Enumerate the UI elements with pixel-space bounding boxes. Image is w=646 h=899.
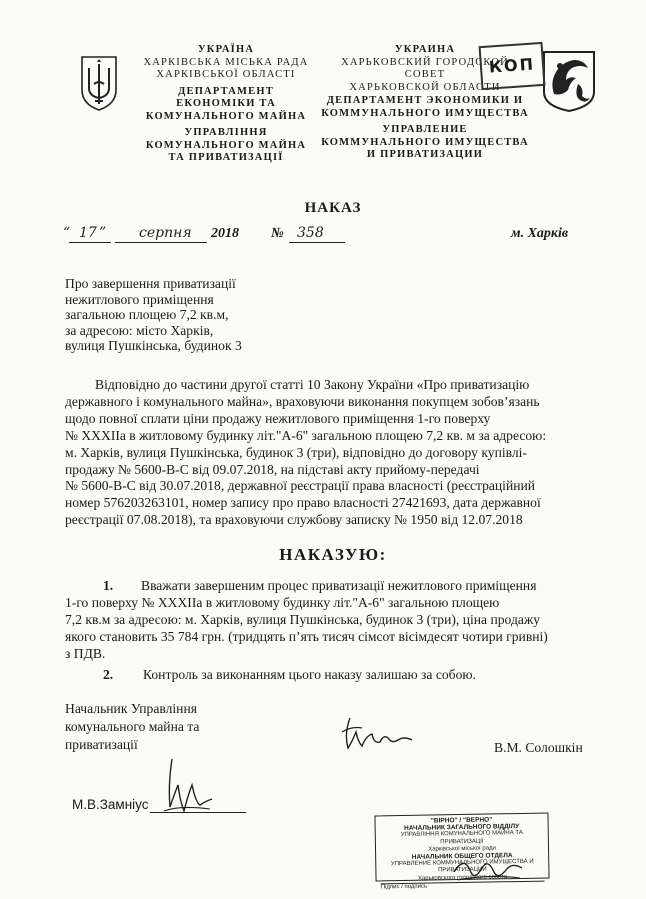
subject-line: Про завершення приватизації	[65, 276, 236, 291]
order-month: серпня	[139, 225, 192, 241]
order-city: м. Харків	[511, 226, 569, 241]
executor-signature-line	[150, 812, 246, 813]
header-right-country: УКРАИНА	[394, 44, 456, 55]
header-left	[128, 44, 324, 165]
order-day: 17	[79, 225, 97, 241]
preamble-line: продажу № 5600-В-С від 09.07.2018, на підставі акту прийому-передачі	[65, 461, 480, 477]
header-right-dept-1: ДЕПАРТАМЕНТ ЭКОНОМИКИ И	[326, 95, 524, 106]
executor-signature-icon	[150, 755, 220, 825]
item-number: 2.	[103, 667, 114, 682]
header-right-council-1: ХАРЬКОВСКИЙ ГОРОДСКОЙ	[341, 56, 509, 68]
header-left-unit-3: ТА ПРИВАТИЗАЦІЇ	[168, 152, 284, 163]
decree-item-1	[65, 577, 597, 662]
stamp-signature-icon	[448, 852, 528, 888]
stamp-line: "ВІРНО" / "ВЕРНО"	[430, 816, 493, 825]
preamble-line: реєстрації 07.08.2018), та враховуючи службову записку № 1950 від 12.07.2018	[65, 512, 523, 528]
signatory-position-line: Начальник Управління	[65, 701, 197, 716]
item-line: Вважати завершеним процес приватизації нежитлового приміщення	[141, 578, 537, 593]
header-left-unit-2: КОМУНАЛЬНОГО МАЙНА	[145, 139, 307, 151]
order-year: 2018	[211, 226, 239, 241]
subject-line: загальною площею 7,2 кв.м,	[65, 307, 229, 323]
signature-icon	[338, 712, 418, 754]
subject-line: вулиця Пушкінська, будинок 3	[65, 338, 242, 354]
preamble-line: м. Харків, вулиця Пушкінська, будинок 3 (три), відповідно до договору купівлі-	[65, 444, 527, 460]
order-date-line: “ 17 ” серпня 2018 № 358 м. Харків	[63, 225, 569, 241]
preamble-line: номер 576203263101, номер запису про право власності 27421693, дата державної	[65, 495, 541, 511]
header-right-council-2: СОВЕТ	[404, 69, 446, 80]
order-subject	[65, 276, 242, 354]
item-number: 1.	[103, 578, 114, 593]
subject-line: за адресою: місто Харків,	[65, 322, 214, 338]
stamp-line: УПРАВЛІННЯ КОМУНАЛЬНОГО МАЙНА ТА ПРИВАТИЗАЦІЇ	[400, 830, 523, 845]
header-right-unit-2: КОММУНАЛЬНОГО ИМУЩЕСТВА	[321, 136, 529, 148]
signatory-name: В.М. Солошкін	[494, 740, 583, 755]
corner-stamp-text: КОП	[488, 54, 536, 77]
coat-of-arms-icon	[78, 54, 120, 112]
signatory-position-line: комунального майна та	[65, 719, 200, 734]
header-right-council-3: ХАРЬКОВСКОЙ ОБЛАСТИ	[349, 81, 501, 93]
header-left-council-2: ХАРКІВСЬКОЇ ОБЛАСТІ	[156, 69, 296, 80]
stamp-line: НАЧАЛЬНИК ОБЩЕГО ОТДЕЛА	[411, 852, 513, 861]
preamble-line: № 5600-В-С від 30.07.2018, державної реєстрації права власності (реєстраційний	[65, 478, 536, 494]
decree-heading: НАКАЗУЮ:	[279, 545, 387, 564]
item-line: Контроль за виконанням цього наказу залишаю за собою.	[143, 667, 476, 682]
stamp-line: Харьковского городского совета	[417, 873, 508, 882]
preamble	[65, 377, 597, 529]
header-right-unit-1: УПРАВЛЕНИЕ	[382, 124, 468, 135]
header-left-country: УКРАЇНА	[197, 44, 255, 55]
order-number-label: №	[271, 226, 284, 241]
stamp-line: УПРАВЛЕНИЕ КОММУНАЛЬНОГО ИМУЩЕСТВА И ПРИВАТИЗАЦИИ	[390, 858, 534, 874]
stamp-line: Харківської міської ради	[428, 845, 496, 853]
header-right-unit-3: И ПРИВАТИЗАЦИИ	[366, 149, 484, 160]
order-number: 358	[297, 225, 324, 241]
header-left-unit-1: УПРАВЛІННЯ	[184, 127, 268, 138]
preamble-line: № ХХХІІа в житловому будинку літ."А-6" загальною площею 7,2 кв. м за адресою:	[65, 427, 547, 443]
stamp-signature-label: Підпис / подпись	[381, 880, 545, 891]
executor-name: М.В.Замніус	[72, 797, 149, 812]
item-line: 7,2 кв.м за адресою: м. Харків, вулиця Пушкінська, будинок 3 (три), ціна продажу	[65, 612, 541, 627]
item-line: 1-го поверху № ХХХІІа в житловому будинку літ."А-6" загальною площею	[65, 595, 500, 610]
header-left-dept-1: ДЕПАРТАМЕНТ	[178, 85, 274, 97]
preamble-line: державного і комунального майна», враховуючи виконання покупцем зобов’язань	[65, 393, 540, 409]
signatory-position-line: приватизації	[65, 737, 138, 752]
header-left-council-1: ХАРКІВСЬКА МІСЬКА РАДА	[143, 56, 309, 68]
signatory-position	[65, 700, 199, 754]
item-line: з ПДВ.	[65, 646, 106, 661]
kharkiv-emblem-icon	[540, 48, 598, 114]
header-right-dept-2: КОММУНАЛЬНОГО ИМУЩЕСТВА	[321, 107, 529, 119]
header-left-dept-2: ЕКОНОМІКИ ТА	[176, 98, 276, 109]
corner-stamp	[479, 42, 546, 90]
preamble-line: щодо повної сплати ціни продажу нежитлового приміщення 1-го поверху	[65, 410, 491, 426]
subject-line: нежитлового приміщення	[65, 291, 214, 307]
stamp-line: НАЧАЛЬНИК ЗАГАЛЬНОГО ВІДДІЛУ	[404, 823, 520, 833]
preamble-line: Відповідно до частини другої статті 10 Закону України «Про приватизацію	[95, 377, 530, 392]
item-line: якого становить 35 784 грн. (тридцять п’ять тисяч сімсот вісімдесят чотири гривні)	[65, 629, 548, 644]
document-title: НАКАЗ	[304, 200, 362, 216]
header-left-dept-3: КОМУНАЛЬНОГО МАЙНА	[145, 110, 307, 122]
